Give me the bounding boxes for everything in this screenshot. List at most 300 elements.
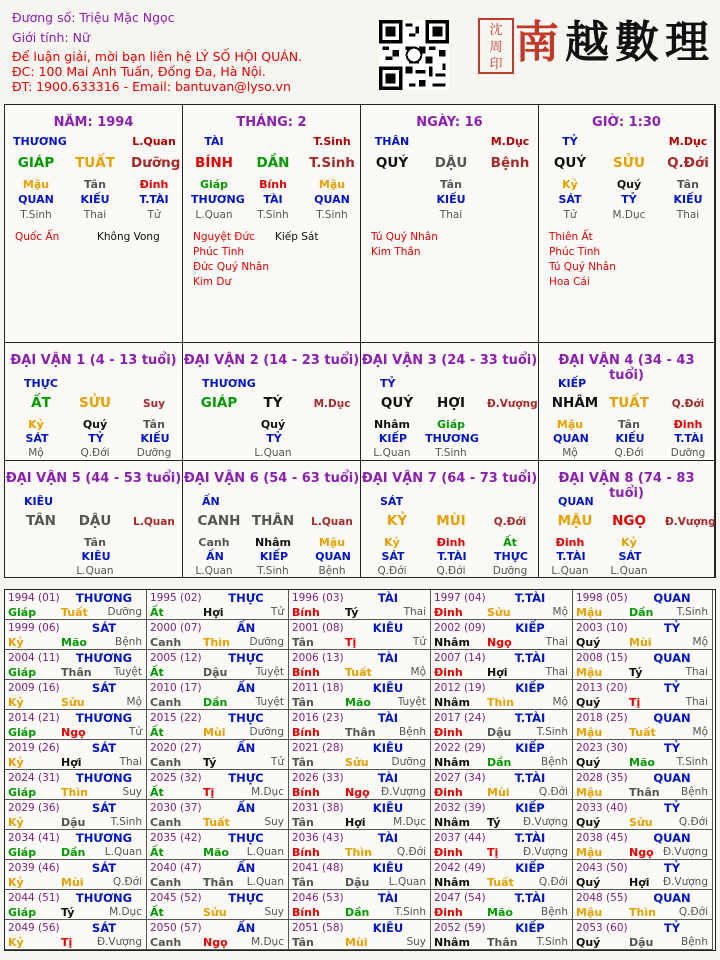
year-branch: Thìn: [61, 786, 88, 799]
year-god: TỶ: [663, 801, 681, 815]
year-label: 2047 (54): [434, 892, 486, 904]
year-god: TỶ: [663, 621, 681, 635]
daivan-stem: NHÂM: [551, 395, 599, 411]
year-phase: Đ.Vượng: [522, 816, 568, 828]
year-label: 2049 (56): [8, 922, 60, 934]
year-branch: Dần: [629, 606, 654, 619]
year-cell: [147, 590, 289, 620]
pillar-r3-text: Kỷ: [562, 178, 578, 191]
year-phase: L.Quan: [388, 876, 426, 888]
year-stem: Mậu: [576, 726, 603, 739]
year-label: 2034 (41): [8, 832, 60, 844]
year-branch: Hợi: [61, 756, 82, 769]
year-stem: Kỷ: [8, 876, 24, 889]
year-phase: Tử: [128, 726, 142, 738]
year-branch: Thìn: [629, 906, 656, 919]
daivan-stem: MẬU: [557, 513, 593, 529]
year-label: 2037 (44): [434, 832, 486, 844]
pillar-r3-text: Bính: [259, 178, 287, 191]
year-label: 2038 (45): [576, 832, 628, 844]
year-phase: Bệnh: [681, 786, 708, 798]
year-phase: T.Sinh: [394, 906, 426, 918]
daivan-phase: L.Quan: [133, 516, 175, 528]
daivan-hidden-god: SÁT: [25, 432, 49, 445]
daivan-cell: [183, 461, 361, 577]
year-stem: Tân: [292, 816, 314, 829]
pillar-r2-text: BÍNH: [195, 155, 233, 171]
pillar-r1-text: TỶ: [562, 135, 578, 148]
year-stem: Quý: [576, 816, 601, 829]
year-god: ẤN: [236, 921, 256, 935]
year-cell: [5, 770, 147, 800]
daivan-hidden-god: T.TÀI: [556, 550, 586, 563]
year-cell: [147, 800, 289, 830]
daivan-title: ĐẠI VẬN 6 (54 - 63 tuổi): [183, 471, 360, 486]
year-cell: [573, 650, 713, 680]
daivan-hidden-phase: L.Quan: [195, 565, 233, 577]
year-god: QUAN: [653, 771, 691, 785]
daivan-hidden-stem: Kỷ: [621, 536, 637, 549]
year-branch: Thân: [203, 876, 234, 889]
year-phase: Bệnh: [541, 906, 568, 918]
daivan-hidden-phase: Q.Đới: [377, 565, 407, 577]
daivan-hidden-stem: Tân: [84, 536, 106, 549]
year-cell: [5, 710, 147, 740]
year-branch: Thân: [345, 726, 376, 739]
daivan-stem: GIÁP: [200, 395, 238, 411]
pillar-r1-text: M.Dục: [490, 135, 530, 148]
daivan-title: ĐẠI VẬN 1 (4 - 13 tuổi): [10, 353, 177, 368]
year-stem: Canh: [150, 816, 182, 829]
pillar-cell: [5, 105, 183, 343]
year-label: 1998 (05): [576, 592, 628, 604]
daivan-hidden-stem: Giáp: [436, 418, 466, 431]
pillar-r2-text: Bệnh: [490, 155, 530, 171]
pillar-r5-text: Thai: [83, 209, 107, 221]
year-label: 2031 (38): [292, 802, 344, 814]
pillar-r2-text: QUÝ: [375, 155, 409, 171]
year-cell: [573, 740, 713, 770]
year-cell: [5, 860, 147, 890]
year-label: 2025 (32): [150, 772, 202, 784]
year-phase: Dưỡng: [391, 756, 426, 768]
year-cell: [289, 740, 431, 770]
year-label: 2013 (20): [576, 682, 628, 694]
pillar-star: Thiên Ất: [549, 231, 593, 243]
year-phase: M.Dục: [251, 936, 284, 948]
year-cell: [573, 920, 713, 950]
pillar-star: Phúc Tinh: [549, 246, 601, 258]
contact-phone-email: ĐT: 1900.633316 - Email: bantuvan@lyso.vn: [12, 79, 291, 94]
year-branch: Thân: [629, 786, 660, 799]
year-cell: [147, 620, 289, 650]
year-branch: Hợi: [487, 666, 508, 679]
year-phase: T.Sinh: [676, 756, 708, 768]
year-stem: Ất: [150, 726, 164, 739]
year-label: 2018 (25): [576, 712, 628, 724]
year-cell: [289, 830, 431, 860]
year-branch: Hợi: [629, 876, 650, 889]
daivan-hidden-stem: Kỷ: [28, 418, 44, 431]
year-stem: Giáp: [8, 726, 37, 739]
year-phase: Thai: [545, 666, 568, 678]
daivan-hidden-stem: Đinh: [436, 536, 466, 549]
year-label: 2020 (27): [150, 742, 202, 754]
year-stem: Giáp: [8, 786, 37, 799]
daivan-god: ẤN: [202, 495, 220, 508]
year-branch: Tị: [61, 936, 73, 949]
pillar-r3-text: Đinh: [139, 178, 169, 191]
year-branch: Mão: [629, 756, 655, 769]
year-branch: Thân: [61, 666, 92, 679]
year-cell: [289, 680, 431, 710]
year-god: TỶ: [663, 681, 681, 695]
daivan-god: KIẾP: [558, 377, 587, 390]
pillar-r5-text: Tử: [563, 209, 577, 221]
year-cell: [289, 770, 431, 800]
year-branch: Dậu: [203, 666, 228, 679]
year-phase: M.Dục: [109, 906, 142, 918]
year-phase: T.Sinh: [110, 816, 142, 828]
year-label: 2045 (52): [150, 892, 202, 904]
daivan-hidden-god: TỶ: [266, 432, 282, 445]
year-phase: Dưỡng: [249, 726, 284, 738]
daivan-hidden-god: T.TÀI: [674, 432, 704, 445]
year-god: THƯƠNG: [75, 711, 133, 725]
daivan-hidden-phase: L.Quan: [610, 565, 648, 577]
year-stem: Canh: [150, 936, 182, 949]
year-branch: Mão: [61, 636, 87, 649]
daivan-title: ĐẠI VẬN 4 (34 - 43 tuổi): [558, 353, 695, 383]
year-cell: [431, 710, 573, 740]
year-god: KIÊU: [372, 801, 404, 815]
year-cell: [431, 890, 573, 920]
year-branch: Tị: [629, 696, 641, 709]
daivan-branch: NGỌ: [612, 513, 646, 529]
daivan-hidden-stem: Canh: [198, 536, 230, 549]
year-stem: Mậu: [576, 906, 603, 919]
daivan-hidden-phase: Q.Đới: [80, 447, 110, 459]
year-cell: [573, 860, 713, 890]
daivan-branch: THÂN: [251, 513, 295, 529]
year-stem: Đinh: [434, 726, 463, 739]
daivan-hidden-god: ẤN: [206, 550, 224, 563]
pillar-r5-text: Tử: [147, 209, 161, 221]
year-cell: [289, 710, 431, 740]
year-phase: T.Sinh: [536, 936, 568, 948]
year-label: 2029 (36): [8, 802, 60, 814]
year-god: ẤN: [236, 741, 256, 755]
daivan-hidden-god: QUAN: [553, 432, 589, 445]
year-phase: Q.Đới: [538, 786, 568, 798]
year-branch: Dậu: [61, 816, 86, 829]
pillar-r4-text: KIẾU: [80, 193, 110, 206]
year-stem: Tân: [292, 756, 314, 769]
year-stem: Ất: [150, 786, 164, 799]
year-stem: Đinh: [434, 786, 463, 799]
year-branch: Mão: [345, 696, 371, 709]
year-label: 2044 (51): [8, 892, 60, 904]
pillar-r1-text: THƯƠNG: [13, 135, 67, 148]
pillar-star: Nguyệt Đức: [193, 231, 255, 243]
year-stem: Mậu: [576, 786, 603, 799]
pillar-r5-text: T.Sinh: [20, 209, 52, 221]
year-cell: [431, 830, 573, 860]
year-god: THƯƠNG: [75, 831, 133, 845]
year-label: 2030 (37): [150, 802, 202, 814]
year-phase: L.Quan: [246, 876, 284, 888]
year-god: TỶ: [663, 921, 681, 935]
pillar-star: Quốc Ấn: [15, 231, 60, 243]
year-label: 2040 (47): [150, 862, 202, 874]
pillar-title: NGÀY: 16: [416, 115, 483, 130]
daivan-hidden-phase: T.Sinh: [257, 565, 289, 577]
daivan-hidden-god: SÁT: [618, 550, 642, 563]
pillar-star: Tú Quý Nhân: [549, 261, 616, 273]
daivan-title: ĐẠI VẬN 7 (64 - 73 tuổi): [361, 471, 538, 486]
pillar-r2-text: DẬU: [434, 155, 468, 171]
pillar-r4-text: TÀI: [263, 193, 283, 206]
year-phase: L.Quan: [104, 846, 142, 858]
year-phase: Mộ: [692, 726, 708, 738]
year-god: QUAN: [653, 591, 691, 605]
year-label: 2010 (17): [150, 682, 202, 694]
year-label: 1994 (01): [8, 592, 60, 604]
subject-gender: Giới tính: Nữ: [12, 30, 90, 45]
year-label: 2021 (28): [292, 742, 344, 754]
year-phase: Mộ: [410, 666, 426, 678]
year-phase: Bệnh: [399, 726, 426, 738]
year-label: 2035 (42): [150, 832, 202, 844]
year-god: TỶ: [663, 861, 681, 875]
year-branch: Sửu: [203, 906, 227, 919]
year-label: 2009 (16): [8, 682, 60, 694]
year-stem: Kỷ: [8, 636, 24, 649]
year-cell: [431, 770, 573, 800]
pillar-r1-text: L.Quan: [132, 135, 176, 148]
daivan-cell: [361, 461, 539, 577]
year-cell: [5, 650, 147, 680]
year-branch: Dần: [61, 846, 86, 859]
year-phase: Thai: [685, 696, 708, 708]
year-god: QUAN: [653, 651, 691, 665]
year-stem: Tân: [292, 696, 314, 709]
year-cell: [5, 800, 147, 830]
year-god: SÁT: [91, 621, 117, 635]
daivan-hidden-phase: Dưỡng: [492, 565, 528, 577]
year-branch: Sửu: [61, 696, 85, 709]
pillar-r5-text: Thai: [439, 209, 463, 221]
year-stem: Quý: [576, 756, 601, 769]
subject-name: Đương số: Triệu Mặc Ngọc: [12, 10, 175, 25]
year-stem: Bính: [292, 906, 320, 919]
year-god: THỰC: [228, 831, 264, 845]
year-cell: [147, 650, 289, 680]
daivan-hidden-stem: Đinh: [555, 536, 585, 549]
daivan-phase: M.Dục: [313, 398, 351, 410]
pillar-cell: [183, 105, 361, 343]
year-label: 2016 (23): [292, 712, 344, 724]
pillar-r3-text: Giáp: [199, 178, 229, 191]
year-branch: Tuất: [203, 816, 230, 829]
year-label: 2007 (14): [434, 652, 486, 664]
year-cell: [431, 860, 573, 890]
year-phase: Bệnh: [681, 936, 708, 948]
year-cell: [573, 710, 713, 740]
daivan-branch: SỬU: [79, 395, 111, 411]
year-cell: [5, 920, 147, 950]
daivan-god: KIÊU: [24, 495, 54, 508]
year-label: 1997 (04): [434, 592, 486, 604]
pillar-r2-text: T.Sinh: [309, 155, 355, 171]
daivan-hidden-stem: Quý: [260, 418, 286, 431]
daivan-stem: KỶ: [386, 513, 408, 529]
year-cell: [147, 710, 289, 740]
daivan-hidden-stem: Tân: [618, 418, 640, 431]
year-god: T.TÀI: [514, 771, 546, 785]
year-stem: Mậu: [576, 666, 603, 679]
pillar-r2-text: Q.Đới: [667, 155, 709, 171]
year-label: 1996 (03): [292, 592, 344, 604]
daivan-hidden-phase: L.Quan: [373, 447, 411, 459]
year-label: 2041 (48): [292, 862, 344, 874]
pillar-title: GIỜ: 1:30: [592, 115, 661, 130]
year-phase: Tử: [412, 636, 426, 648]
year-cell: [147, 860, 289, 890]
year-stem: Canh: [150, 636, 182, 649]
daivan-cell: [5, 461, 183, 577]
year-god: KIẾP: [515, 741, 545, 755]
year-branch: Sửu: [487, 606, 511, 619]
daivan-stem: ẤT: [31, 395, 51, 411]
daivan-hidden-god: QUAN: [315, 550, 351, 563]
year-stem: Nhâm: [434, 756, 470, 769]
year-god: KIẾP: [515, 681, 545, 695]
year-label: 2026 (33): [292, 772, 344, 784]
daivan-stem: QUÝ: [380, 395, 414, 411]
daivan-cell: [183, 343, 361, 461]
year-cell: [573, 680, 713, 710]
daivan-hidden-stem: Kỷ: [384, 536, 400, 549]
daivan-hidden-god: SÁT: [381, 550, 405, 563]
year-cell: [5, 590, 147, 620]
year-stem: Mậu: [576, 606, 603, 619]
year-branch: Tý: [345, 606, 359, 619]
pillar-r1-text: M.Dục: [668, 135, 708, 148]
year-phase: Tuyệt: [113, 666, 142, 678]
chart-grid: [4, 104, 716, 578]
daivan-hidden-phase: L.Quan: [551, 565, 589, 577]
year-stem: Quý: [576, 636, 601, 649]
year-stem: Ất: [150, 906, 164, 919]
year-god: SÁT: [91, 741, 117, 755]
year-phase: Tuyệt: [255, 696, 284, 708]
year-cell: [147, 770, 289, 800]
pillar-title: THÁNG: 2: [236, 115, 307, 130]
pillar-r4-text: SÁT: [558, 193, 582, 206]
pillar-r2-text: GIÁP: [17, 155, 55, 171]
year-god: THƯƠNG: [75, 891, 133, 905]
year-phase: Suy: [122, 786, 142, 798]
year-phase: Thai: [403, 606, 426, 618]
year-stem: Giáp: [8, 606, 37, 619]
year-label: 2052 (59): [434, 922, 486, 934]
daivan-hidden-phase: Q.Đới: [614, 447, 644, 459]
pillar-r2-text: Dưỡng: [131, 155, 181, 171]
year-stem: Kỷ: [8, 816, 24, 829]
daivan-hidden-god: KIẾP: [259, 550, 289, 563]
year-label: 2012 (19): [434, 682, 486, 694]
year-god: THỰC: [228, 891, 264, 905]
year-stem: Kỷ: [8, 756, 24, 769]
year-stem: Đinh: [434, 666, 463, 679]
year-label: 2002 (09): [434, 622, 486, 634]
year-stem: Giáp: [8, 666, 37, 679]
year-branch: Dậu: [487, 726, 512, 739]
year-branch: Mão: [487, 906, 513, 919]
year-god: KIÊU: [372, 921, 404, 935]
year-stem: Canh: [150, 756, 182, 769]
year-cell: [431, 650, 573, 680]
year-stem: Bính: [292, 606, 320, 619]
year-stem: Canh: [150, 876, 182, 889]
year-stem: Mậu: [576, 846, 603, 859]
year-stem: Ất: [150, 606, 164, 619]
daivan-hidden-god: TỶ: [88, 432, 104, 445]
year-branch: Mão: [203, 846, 229, 859]
year-god: T.TÀI: [514, 831, 546, 845]
year-label: 2033 (40): [576, 802, 628, 814]
year-god: KIẾP: [515, 621, 545, 635]
year-phase: Đ.Vượng: [380, 786, 426, 798]
year-branch: Mùi: [61, 876, 84, 889]
year-branch: Thìn: [203, 636, 230, 649]
pillar-r3-text: Mậu: [318, 178, 346, 191]
year-cell: [431, 740, 573, 770]
year-god: T.TÀI: [514, 711, 546, 725]
year-god: TÀI: [377, 651, 399, 665]
year-god: TÀI: [377, 711, 399, 725]
year-stem: Nhâm: [434, 636, 470, 649]
pillar-r3-text: Tân: [677, 178, 699, 191]
contact-note: Để luận giải, mời bạn liên hệ LÝ SỐ HỘI QUÁN.: [12, 49, 303, 64]
year-phase: Dưỡng: [107, 606, 142, 618]
year-cell: [289, 890, 431, 920]
year-cell: [573, 620, 713, 650]
year-cell: [5, 740, 147, 770]
daivan-phase: Suy: [143, 398, 165, 410]
daivan-branch: TÝ: [263, 395, 283, 411]
pillar-r3-text: Quý: [616, 178, 642, 191]
daivan-hidden-phase: Dưỡng: [136, 447, 172, 459]
daivan-hidden-phase: T.Sinh: [435, 447, 467, 459]
year-branch: Ngọ: [629, 846, 654, 859]
daivan-branch: HỢI: [436, 395, 466, 411]
pillar-r1-text: THÂN: [374, 135, 410, 148]
year-stem: Kỷ: [8, 936, 24, 949]
red-seal-logo: 沈 周 印: [478, 18, 514, 74]
year-branch: Ngọ: [203, 936, 228, 949]
year-branch: Tuất: [345, 666, 372, 679]
pillar-star: Phúc Tinh: [193, 246, 245, 258]
year-god: SÁT: [91, 801, 117, 815]
daivan-hidden-stem: Mậu: [318, 536, 346, 549]
year-branch: Tý: [61, 906, 75, 919]
pillar-star: Kim Thần: [371, 246, 421, 258]
year-stem: Canh: [150, 696, 182, 709]
year-stem: Kỷ: [8, 696, 24, 709]
year-phase: Mộ: [552, 606, 568, 618]
